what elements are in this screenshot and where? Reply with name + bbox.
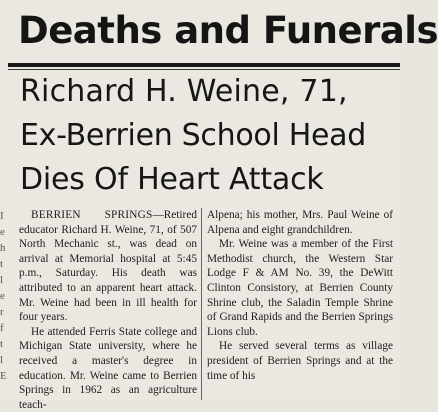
paragraph-text: —Retired educator Richard H. Weine, 71, of 507 North Mechanic st., was dead on arrival at Memorial hospital at 5:45 p.m., Saturday. His death was attributed to an apparent heart attack. Mr. Weine had been in ill health for four years. — [19, 209, 197, 324]
heading-rule-thick — [8, 63, 400, 67]
article-column-left — [19, 208, 197, 412]
edge-fragment: I — [0, 210, 4, 222]
edge-fragment: r — [0, 306, 4, 318]
dateline: BERRIEN SPRINGS — [31, 209, 153, 221]
article-paragraph-4: He served several terms as village president of Berrien Springs and at the time of his — [207, 340, 393, 382]
column-divider — [201, 208, 202, 400]
edge-fragment: e — [0, 226, 5, 238]
edge-fragment: t — [0, 338, 4, 350]
article-column-right — [207, 208, 393, 383]
adjacent-column-fragment — [0, 208, 10, 400]
article-paragraph-3: Mr. Weine was a member of the First Methodist church, the Western Star Lodge F & AM No. 39, the DeWitt Clinton Consistory, at Berrien County Shrine club, the Saladin Temple Shrine of Grand Rapids and the Berrien Springs Lions club. — [207, 238, 393, 338]
headline-line-1: Richard H. Weine, 71, — [20, 74, 348, 109]
article-paragraph-1 — [19, 208, 197, 325]
edge-fragment: t — [0, 258, 4, 270]
headline-line-2: Ex-Berrien School Head — [20, 118, 366, 153]
edge-fragment: h — [0, 242, 6, 254]
article-paragraph-2: He attended Ferris State college and Michigan State university, where he received a master's degree in education. Mr. Weine came to Berrien Springs in 1962 as an agriculture teach- — [19, 325, 197, 411]
article-headline — [20, 70, 366, 202]
edge-fragment: e — [0, 290, 5, 302]
headline-line-3: Dies Of Heart Attack — [20, 162, 324, 197]
edge-fragment: E — [0, 370, 7, 382]
edge-fragment: l — [0, 354, 4, 366]
edge-fragment: f — [0, 322, 4, 334]
article-paragraph-continued: Alpena; his mother, Mrs. Paul Weine of Alpena and eight grandchildren. — [207, 209, 393, 236]
edge-fragment: l — [0, 274, 4, 286]
section-heading: Deaths and Funerals — [18, 9, 438, 52]
